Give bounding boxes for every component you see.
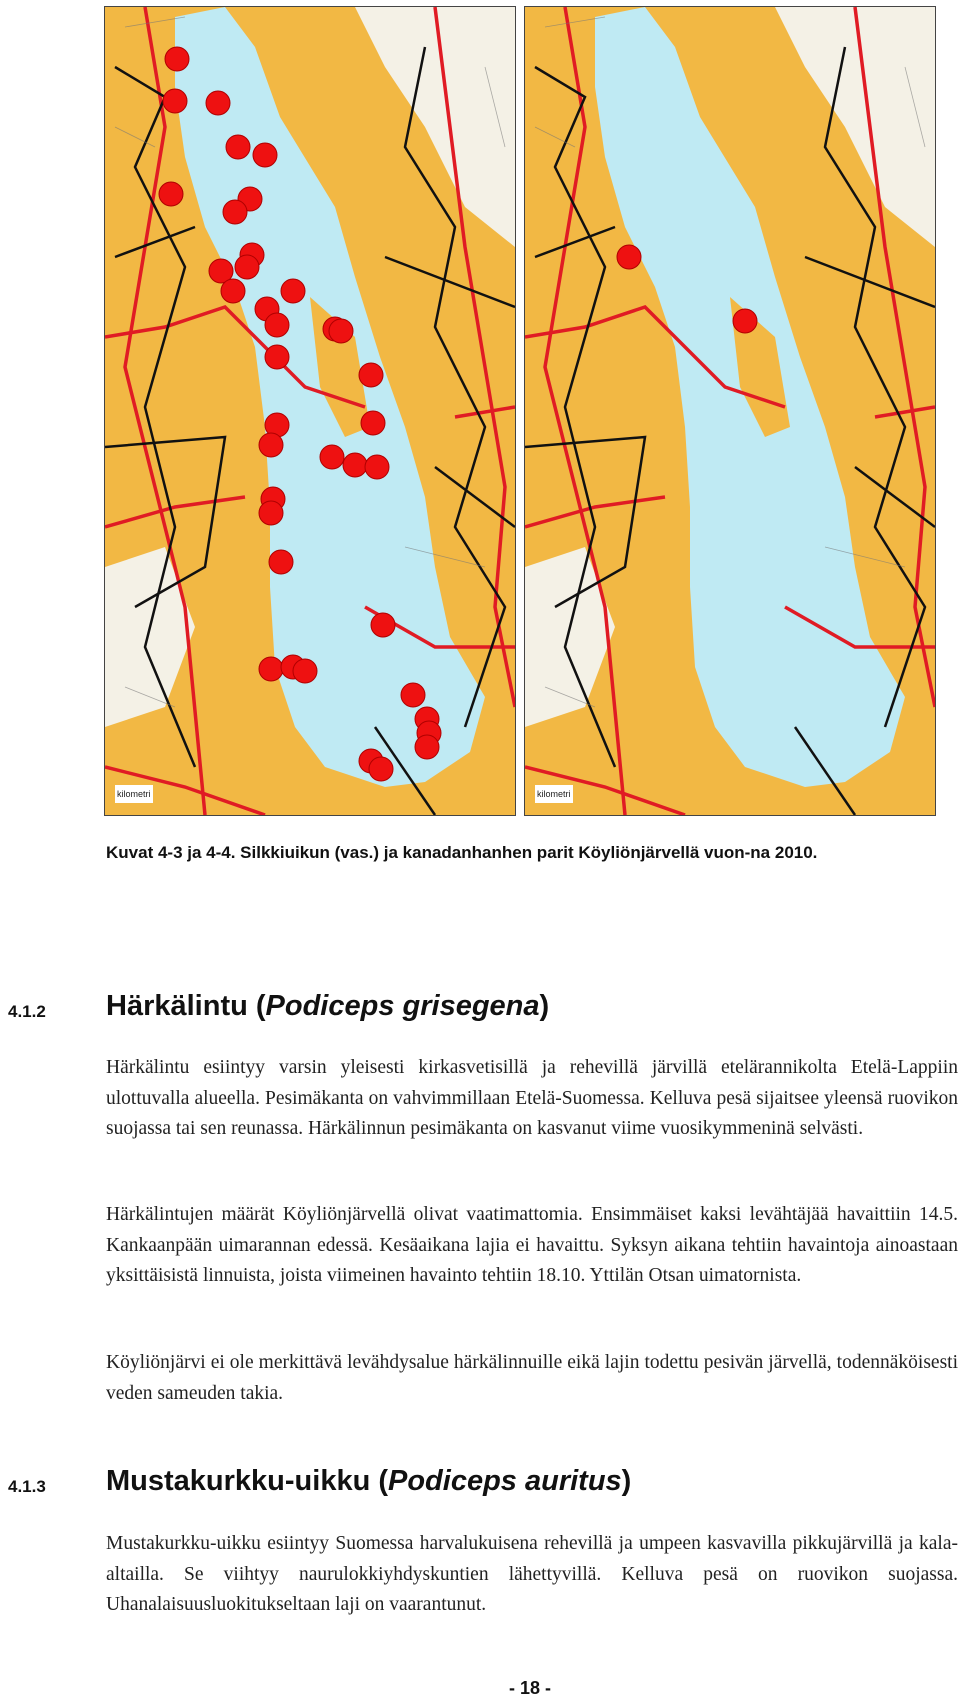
observation-marker	[401, 683, 425, 707]
section-heading-4-1-2	[8, 990, 948, 1030]
observation-marker	[259, 501, 283, 525]
scale-label: kilometri	[117, 789, 151, 799]
figure-caption: Kuvat 4-3 ja 4-4. Silkkiuikun (vas.) ja kanadanhanhen parit Köyliönjärvellä vuon-na 2010.	[106, 843, 818, 862]
map-kanadanhanhi	[524, 6, 936, 816]
observation-marker	[371, 613, 395, 637]
latin-name: Podiceps grisegena	[265, 990, 540, 1022]
observation-marker	[617, 245, 641, 269]
observation-marker	[733, 309, 757, 333]
section-number: 4.1.2	[8, 1002, 46, 1021]
observation-marker	[159, 182, 183, 206]
paragraph: Köyliönjärvi ei ole merkittävä levähdysalue härkälinnuille eikä lajin todettu pesivän järvellä, todennäköisesti veden sameuden takia.	[106, 1352, 958, 1404]
observation-marker	[221, 279, 245, 303]
paragraph: Mustakurkku-uikku esiintyy Suomessa harvalukuisena rehevillä ja umpeen kasvavilla pikkujärvillä ja kala-altailla. Se viihtyy naurulokkiyhdyskuntien lähettyvillä. Kelluva pesä on ruovikon suojassa. Uhanalaisuusluokitukseltaan laji on vaarantunut.	[106, 1533, 958, 1615]
observation-marker	[259, 657, 283, 681]
section-title: Härkälintu (Podiceps grisegena)	[106, 990, 550, 1022]
observation-marker	[226, 135, 250, 159]
observation-marker	[293, 659, 317, 683]
observation-marker	[223, 200, 247, 224]
scale-label: kilometri	[537, 789, 571, 799]
observation-marker	[235, 255, 259, 279]
observation-marker	[281, 279, 305, 303]
observation-marker	[369, 757, 393, 781]
paragraph: Härkälintujen määrät Köyliönjärvellä olivat vaatimattomia. Ensimmäiset kaksi levähtäjää havaittiin 14.5. Kankaanpään uimarannan edessä. Kesäaikana lajia ei havaittu. Syksyn aikana tehtiin havaintoja ainoastaan yksittäisistä linnuista, joista viimeinen havainto tehtiin 18.10. Yttilän Otsan uimatornista.	[106, 1204, 958, 1286]
section-number: 4.1.3	[8, 1477, 46, 1496]
map-left-svg	[105, 7, 515, 815]
map-right-svg	[525, 7, 935, 815]
page-number: - 18 -	[508, 1678, 551, 1698]
observation-marker	[361, 411, 385, 435]
observation-marker	[265, 345, 289, 369]
observation-marker	[269, 550, 293, 574]
observation-marker	[265, 313, 289, 337]
observation-marker	[320, 445, 344, 469]
section-heading-4-1-3	[8, 1465, 948, 1505]
section-title: Mustakurkku-uikku (Podiceps auritus)	[106, 1465, 632, 1497]
latin-name: Podiceps auritus	[388, 1465, 622, 1497]
observation-marker	[163, 89, 187, 113]
observation-marker	[415, 735, 439, 759]
map-silkkiuikku	[104, 6, 516, 816]
observation-marker	[253, 143, 277, 167]
observation-marker	[259, 433, 283, 457]
observation-marker	[365, 455, 389, 479]
observation-marker	[359, 363, 383, 387]
paragraph: Härkälintu esiintyy varsin yleisesti kirkasvetisillä ja rehevillä järvillä etelärannikolta Etelä-Lappiin ulottuvalla alueella. Pesimäkanta on vahvimmillaan Etelä-Suomessa. Kelluva pesä sijaitsee yleensä ruovikon suojassa tai sen reunassa. Härkälinnun pesimäkanta on kasvanut viime vuosikymmeninä selvästi.	[106, 1057, 958, 1139]
observation-marker	[343, 453, 367, 477]
observation-marker	[206, 91, 230, 115]
observation-marker	[165, 47, 189, 71]
observation-marker	[329, 319, 353, 343]
